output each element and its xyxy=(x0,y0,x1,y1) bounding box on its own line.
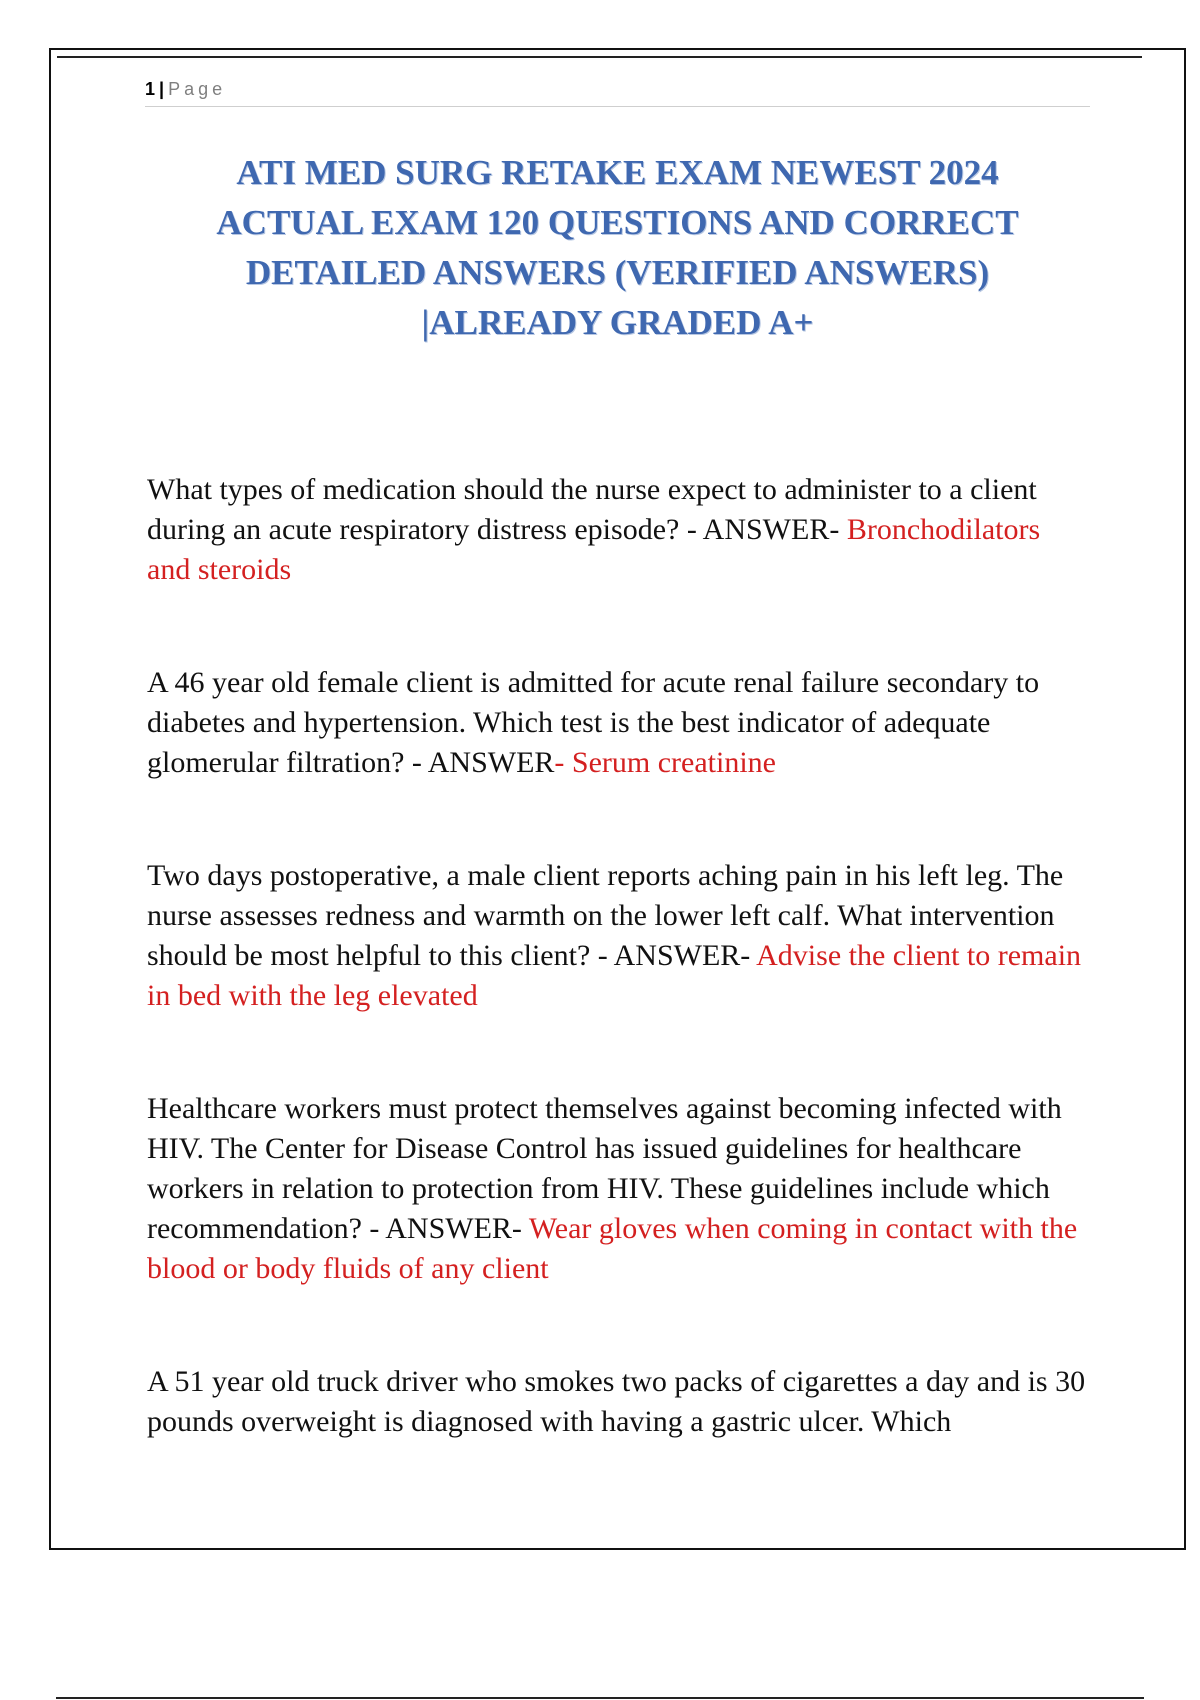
question-text: Healthcare workers must protect themselves against becoming infected with HIV. The Center for Disease Control has issued guidelines for healthcare workers in relation to protection from HIV. These guidelines include which recommendation? - ANSWER- xyxy=(147,1092,1062,1245)
question-text: A 51 year old truck driver who smokes two packs of cigarettes a day and is 30 pounds overweight is diagnosed with having a gastric ulcer. Which xyxy=(147,1365,1086,1438)
question-item-5 xyxy=(147,1362,1088,1442)
question-item-3 xyxy=(147,856,1088,1016)
page-separator: | xyxy=(159,79,165,99)
question-text: A 46 year old female client is admitted for acute renal failure secondary to diabetes and hypertension. Which test is the best indicator of adequate glomerular filtration? - ANSWER xyxy=(147,666,1040,779)
question-item-1 xyxy=(147,470,1088,590)
page-label: Page xyxy=(168,79,227,99)
answer-text: Wear gloves when coming in contact with the blood or body fluids of any client xyxy=(147,1212,1078,1285)
answer-text: - Serum creatinine xyxy=(554,746,776,779)
document-title: ATI MED SURG RETAKE EXAM NEWEST 2024 ACTUAL EXAM 120 QUESTIONS AND CORRECT DETAILED ANSWERS (VERIFIED ANSWERS) |ALREADY GRADED A+ xyxy=(216,153,1019,342)
question-list xyxy=(147,470,1088,1442)
page-frame xyxy=(49,48,1186,1550)
question-text: Two days postoperative, a male client reports aching pain in his left leg. The nurse assesses redness and warmth on the lower left calf. What intervention should be most helpful to this client? - ANSWER- xyxy=(147,859,1064,972)
question-text: What types of medication should the nurse expect to administer to a client during an acute respiratory distress episode? - ANSWER- xyxy=(147,473,1037,546)
answer-text: Bronchodilators and steroids xyxy=(147,513,1041,586)
bottom-rule xyxy=(56,1697,1144,1699)
page-number: 1 xyxy=(145,79,156,99)
top-rule xyxy=(57,56,1142,58)
page-header xyxy=(145,76,1090,107)
question-item-2 xyxy=(147,663,1088,783)
answer-text: Advise the client to remain in bed with the leg elevated xyxy=(147,939,1082,1012)
question-item-4 xyxy=(147,1089,1088,1289)
